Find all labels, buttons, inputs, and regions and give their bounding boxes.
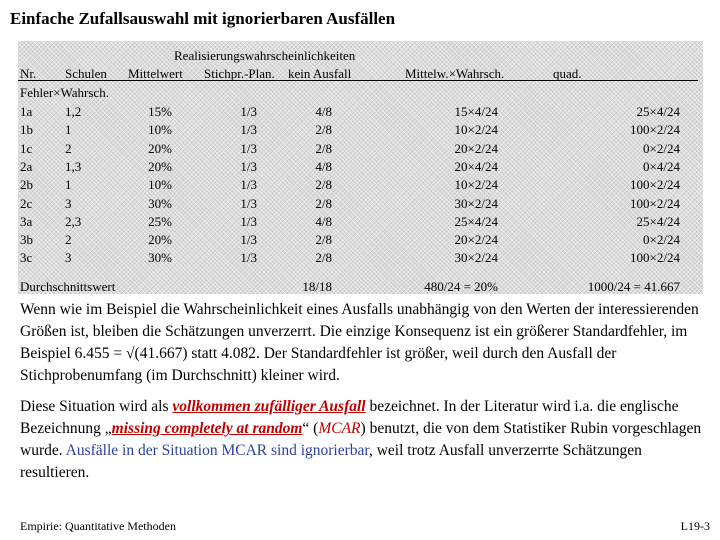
- cell-nr: 1b: [20, 122, 33, 138]
- cell-mittelw-wahrsch: 20×2/24: [454, 140, 498, 156]
- header-stichprobenplan: Stichpr.-Plan.: [204, 66, 275, 81]
- term-vollkommen-zufaelliger-ausfall: vollkommen zufälliger Ausfall: [172, 398, 366, 415]
- cell-stichprobenplan: 1/3: [240, 177, 257, 193]
- cell-kein-ausfall: 2/8: [315, 195, 332, 211]
- header-schulen: Schulen: [65, 66, 107, 81]
- cell-nr: 3a: [20, 213, 33, 229]
- durchschnitt-label: Durchschnittswert: [20, 279, 116, 294]
- header-fehler-wahrsch: Fehler×Wahrsch.: [20, 85, 109, 100]
- cell-mittelwert: 30%: [148, 195, 172, 211]
- cell-nr: 2a: [20, 158, 33, 174]
- cell-mittelw-wahrsch: 15×4/24: [454, 104, 498, 119]
- cell-schulen: 1: [65, 177, 72, 193]
- header-nr: Nr.: [20, 66, 37, 81]
- cell-mittelwert: 10%: [148, 177, 172, 193]
- cell-schulen: 1: [65, 122, 72, 138]
- cell-kein-ausfall: 2/8: [315, 177, 332, 193]
- cell-stichprobenplan: 1/3: [240, 140, 257, 156]
- cell-schulen: 2: [65, 232, 72, 248]
- cell-mittelw-wahrsch: 25×4/24: [454, 213, 498, 229]
- cell-mittelwert: 20%: [148, 158, 172, 174]
- cell-mittelwert: 30%: [148, 250, 172, 266]
- cell-stichprobenplan: 1/3: [240, 195, 257, 211]
- cell-mittelw-wahrsch: 10×2/24: [454, 177, 498, 193]
- cell-schulen: 1,2: [65, 104, 82, 119]
- cell-stichprobenplan: 1/3: [240, 213, 257, 229]
- cell-stichprobenplan: 1/3: [240, 104, 257, 119]
- cell-schulen: 2: [65, 140, 72, 156]
- header-mittelw-wahrsch: Mittelw.×Wahrsch.: [405, 66, 505, 81]
- cell-mittelwert: 20%: [148, 232, 172, 248]
- header-mittelwert: Mittelwert: [128, 66, 183, 81]
- cell-schulen: 3: [65, 250, 72, 266]
- cell-nr: 2c: [20, 195, 33, 211]
- cell-nr: 1a: [20, 104, 33, 119]
- durchschnitt-mittelw: 480/24 = 20%: [424, 279, 498, 294]
- cell-nr: 3b: [20, 232, 33, 248]
- cell-quad: 25×4/24: [636, 104, 680, 119]
- p2-text-i: , weil trotz Ausfall unverzerrte Schätzungen resultieren.: [20, 442, 642, 481]
- cell-nr: 1c: [20, 140, 33, 156]
- cell-schulen: 1,3: [65, 158, 82, 174]
- cell-kein-ausfall: 2/8: [315, 250, 332, 266]
- term-missing-completely-at-random: missing completely at random: [111, 420, 303, 437]
- cell-stichprobenplan: 1/3: [240, 250, 257, 266]
- header-realisierung: Realisierungswahrscheinlichkeiten: [174, 48, 356, 63]
- p2-text-g: ) benutzt, die von dem Statistiker Rubin vorgeschlagen wurde.: [20, 420, 702, 459]
- cell-quad: 0×4/24: [643, 158, 680, 174]
- cell-stichprobenplan: 1/3: [240, 158, 257, 174]
- paragraph-unverzerrt: Wenn wie im Beispiel die Wahrscheinlichkeit eines Ausfalls unabhängig von den Werten der interessierenden Größen ist, bleiben die Schätzungen unverzerrt. Die einzige Konsequenz ist ein größerer Standardfehler, im Beispiel 6.455 = √(41.667) statt 4.082. Der Standardfehler ist größer, weil durch den Ausfall der Stichprobenumfang (im Durchschnitt) kleiner wird.: [20, 301, 699, 384]
- footer-course: Empirie: Quantitative Methoden: [20, 519, 176, 533]
- cell-kein-ausfall: 2/8: [315, 140, 332, 156]
- cell-stichprobenplan: 1/3: [240, 232, 257, 248]
- cell-nr: 2b: [20, 177, 33, 193]
- cell-mittelw-wahrsch: 30×2/24: [454, 250, 498, 266]
- cell-schulen: 3: [65, 195, 72, 211]
- term-mcar: MCAR: [318, 420, 361, 437]
- p2-text-c: bezeichnet. In der Literatur wird i.a. die englische Bezeichnung „: [20, 398, 679, 437]
- cell-kein-ausfall: 4/8: [315, 213, 332, 229]
- cell-quad: 100×2/24: [630, 195, 680, 211]
- cell-quad: 100×2/24: [630, 177, 680, 193]
- cell-kein-ausfall: 4/8: [315, 158, 332, 174]
- cell-nr: 3c: [20, 250, 33, 266]
- cell-mittelw-wahrsch: 30×2/24: [454, 195, 498, 211]
- cell-mittelwert: 25%: [148, 213, 172, 229]
- header-quad: quad.: [553, 66, 582, 81]
- footer-page-number: L19-3: [680, 519, 710, 533]
- cell-mittelw-wahrsch: 10×2/24: [454, 122, 498, 138]
- cell-schulen: 2,3: [65, 213, 82, 229]
- cell-kein-ausfall: 2/8: [315, 122, 332, 138]
- durchschnitt-kein-ausfall: 18/18: [302, 279, 332, 294]
- cell-mittelw-wahrsch: 20×4/24: [454, 158, 498, 174]
- statement-ignorierbar: Ausfälle in der Situation MCAR sind ignorierbar: [65, 442, 369, 459]
- cell-quad: 0×2/24: [643, 140, 680, 156]
- cell-mittelwert: 10%: [148, 122, 172, 138]
- cell-quad: 25×4/24: [636, 213, 680, 229]
- cell-stichprobenplan: 1/3: [240, 122, 257, 138]
- header-kein-ausfall: kein Ausfall: [288, 66, 352, 81]
- cell-quad: 100×2/24: [630, 122, 680, 138]
- slide-title: Einfache Zufallsauswahl mit ignorierbaren Ausfällen: [10, 9, 396, 28]
- cell-quad: 100×2/24: [630, 250, 680, 266]
- p2-text-e: “ (: [302, 420, 319, 437]
- header-divider: [18, 80, 698, 81]
- p2-text-a: Diese Situation wird als: [20, 398, 173, 415]
- cell-mittelwert: 20%: [148, 140, 172, 156]
- cell-mittelw-wahrsch: 20×2/24: [454, 232, 498, 248]
- paragraph-mcar: [20, 396, 710, 484]
- cell-kein-ausfall: 2/8: [315, 232, 332, 248]
- cell-mittelwert: 15%: [148, 104, 172, 119]
- cell-quad: 0×2/24: [643, 232, 680, 248]
- durchschnitt-quad: 1000/24 = 41.667: [587, 279, 680, 294]
- cell-kein-ausfall: 4/8: [315, 104, 332, 119]
